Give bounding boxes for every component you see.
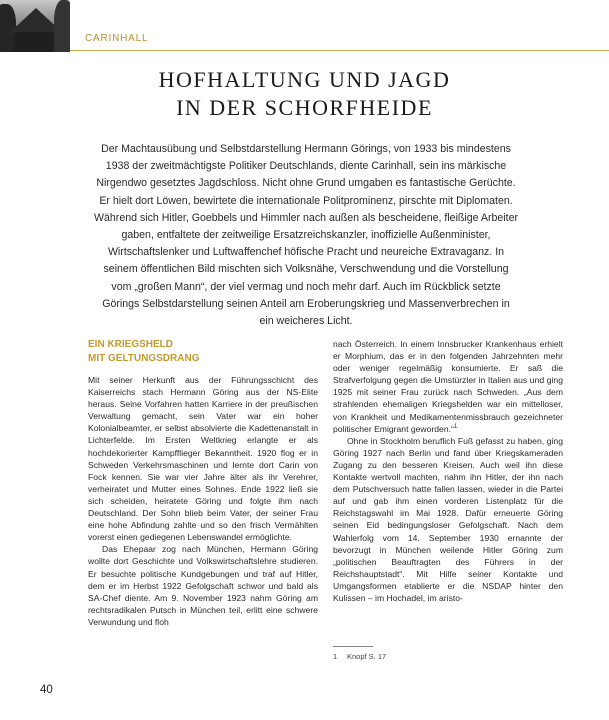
- lead-paragraph: Der Machtausübung und Selbstdarstellung Hermann Görings, von 1933 bis mindestens 1938 der zweitmächtigste Politiker Deutschlands, diente Carinhall, sein ins märkische Nirgendwo gesetztes Jagdschloss. Nicht ohne Grund umgaben es fantastische Gerüchte. Er hielt dort Löwen, bewirtete die internationale Politprominenz, pirschte mit Diplomaten. Während sich Hitler, Goebbels und Himmler nach außen als bescheidene, fleißige Arbeiter gaben, entfaltete der zeitweilige Ersatzreichskanzler, inoffizielle Außenminister, Wirtschaftslenker und Luftwaffenchef höfische Pracht und neureiche Extravaganz. In seinem öffentlichen Bild mischten sich Volksnähe, Verschwendung und die Vorstellung vom „großen Mann“, der viel vermag und noch mehr darf. Auch im Rückblick setzte Görings Selbstdarstellung seinen Anteil am Eroberungskrieg und Massenverbrechen in ein weicheres Licht.: [94, 143, 518, 328]
- page-title-line2: IN DER SCHORFHEIDE: [176, 95, 433, 120]
- footnote-reference: 1: [453, 423, 458, 430]
- header-photo: [0, 0, 70, 52]
- page-number: 40: [40, 684, 53, 696]
- tree-shape: [54, 0, 70, 52]
- section-tag: CARINHALL: [85, 33, 149, 44]
- article-heading: [88, 338, 318, 366]
- footnote: [333, 652, 386, 661]
- footnote-rule: [333, 646, 373, 647]
- right-column: [333, 338, 563, 604]
- body-paragraph: Das Ehepaar zog nach München, Hermann Göring wollte dort Geschichte und Volkswirtschaftslehre studieren. Er besuchte politische Kundgebungen und traf auf Hitler, dem er im Herbst 1922 Gefolgschaft schwor und bald als SA-Chef diente. Am 9. November 1923 nahm Göring am rechtsradikalen Putsch in München teil, erlitt eine schwere Verwundung und floh: [88, 544, 318, 627]
- article-heading-line1: EIN KRIEGSHELD: [88, 339, 174, 350]
- article-heading-line2: MIT GELTUNGSDRANG: [88, 353, 200, 364]
- footnote-number: 1: [333, 652, 338, 661]
- header-rule: [70, 50, 609, 51]
- body-paragraph: Ohne in Stockholm beruflich Fuß gefasst zu haben, ging Göring 1927 nach Berlin und fand über Kriegskameraden Zugang zu den besseren Kreisen. Auch weil ihn diese Kontakte wertvoll machten, nahm ihn Hitler, der ihn nach dem Putschversuch hatte fallen lassen, wieder in die Partei auf und gab ihm einen vorderen Listenplatz für die Reichstagswahl im Mai 1928. Dafür erneuerte Göring seinen Eid bedingungsloser Gefolgschaft. Nach dem Wahlerfolg vom 14. September 1930 ernannte der bevorzugt in München weilende Hitler Göring zum „politischen Beauftragten des Führers in der Reichshauptstadt“. Mit Hilfe seiner Kontakte und Umgangsformen etablierte er die NSDAP hinter den Kulissen – im Hochadel, im aristo-: [333, 435, 563, 603]
- body-paragraph: [333, 338, 563, 435]
- house-shape: [14, 32, 58, 52]
- left-column: [88, 374, 318, 628]
- footnote-text: Knopf S. 17: [347, 652, 387, 661]
- page-title-line1: HOFHALTUNG UND JAGD: [158, 67, 451, 92]
- body-paragraph: Mit seiner Herkunft aus der Führungsschicht des Kaiserreichs stach Hermann Göring aus der NS-Elite heraus. Seine Vorfahren hatten Karriere in der preußischen Verwaltung gemacht, sein Vater war ein hoher Kolonialbeamter, er selbst absolvierte die Kadettenanstalt in Lichterfelde. Im Ersten Weltkrieg erlangte er als hochdekorierter Kampfflieger Bekanntheit. 1920 flog er in Schweden Verkehrsmaschinen und lernte dort Carin von Fock kennen. Sie war vier Jahre älter als ihr Verehrer, verheiratet und Mutter eines Sohnes. Ende 1922 ließ sie sich scheiden, heiratete Göring und folgte ihm nach Deutschland. Der Sohn blieb beim Vater, der seiner Frau eine hohe Abfindung zahlte und so den frisch Vermählten vorerst einen gediegenen Lebenswandel ermöglichte.: [88, 375, 318, 543]
- body-paragraph-text: nach Österreich. In einem Innsbrucker Krankenhaus erhielt er Morphium, das er in den folgenden Jahrzehnten mehr oder weniger regelmäßig konsumierte. Er saß die Strafverfolgung gegen die Umstürzler in Italien aus und ging 1925 mit seiner Frau zurück nach Schweden. „Aus dem strahlenden ehemaligen Kriegshelden war ein mittelloser, von Krankheit und Medikamentenmissbrauch gezeichneter politischer Emigrant geworden.“: [333, 339, 563, 434]
